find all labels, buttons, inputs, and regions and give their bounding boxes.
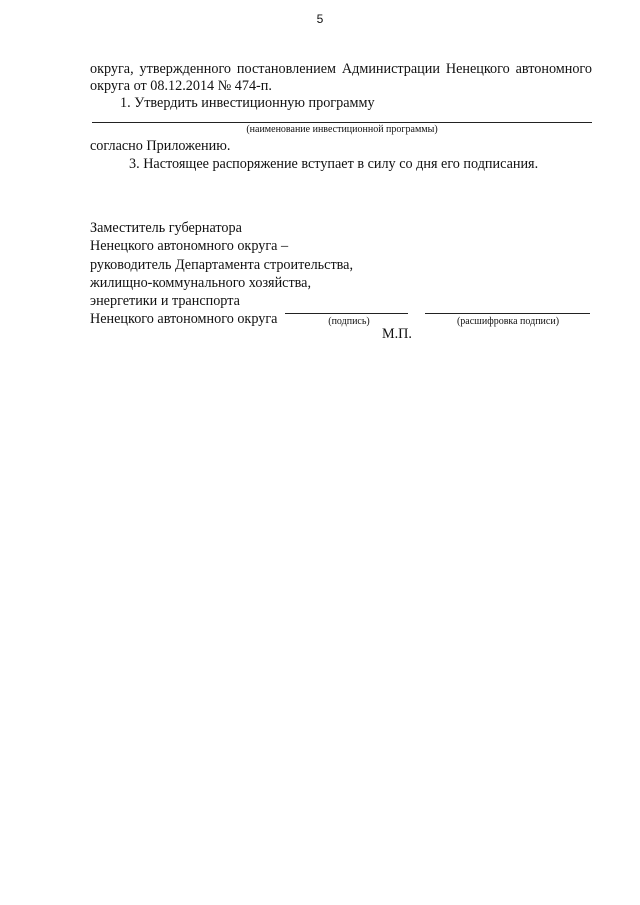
signature-line-4: жилищно-коммунального хозяйства, (90, 274, 312, 291)
program-name-caption: (наименование инвестиционной программы) (246, 124, 438, 135)
program-name-line (92, 122, 592, 123)
according-text: согласно Приложению. (90, 138, 231, 154)
item-3: 3. Настоящее распоряжение вступает в силу со дня его подписания. (129, 156, 539, 172)
paragraph-line-1: округа, утвержденного постановлением Администрации Ненецкого автономного (90, 61, 592, 77)
decode-field-line (425, 313, 590, 314)
page-number: 5 (316, 12, 324, 26)
item-1: 1. Утвердить инвестиционную программу (120, 95, 375, 111)
decode-caption: (расшифровка подписи) (456, 316, 560, 327)
signature-line-1: Заместитель губернатора (90, 220, 242, 236)
signature-field-line (285, 313, 408, 314)
signature-line-5: энергетики и транспорта (90, 293, 240, 310)
signature-line-2: Ненецкого автономного округа – (90, 238, 289, 255)
paragraph-line-2: округа от 08.12.2014 № 474-п. (90, 78, 272, 94)
signature-line-6: Ненецкого автономного округа (90, 311, 278, 328)
stamp-place: М.П. (382, 326, 412, 342)
signature-line-3: руководитель Департамента строительства, (90, 256, 354, 273)
signature-caption: (подпись) (328, 316, 370, 327)
